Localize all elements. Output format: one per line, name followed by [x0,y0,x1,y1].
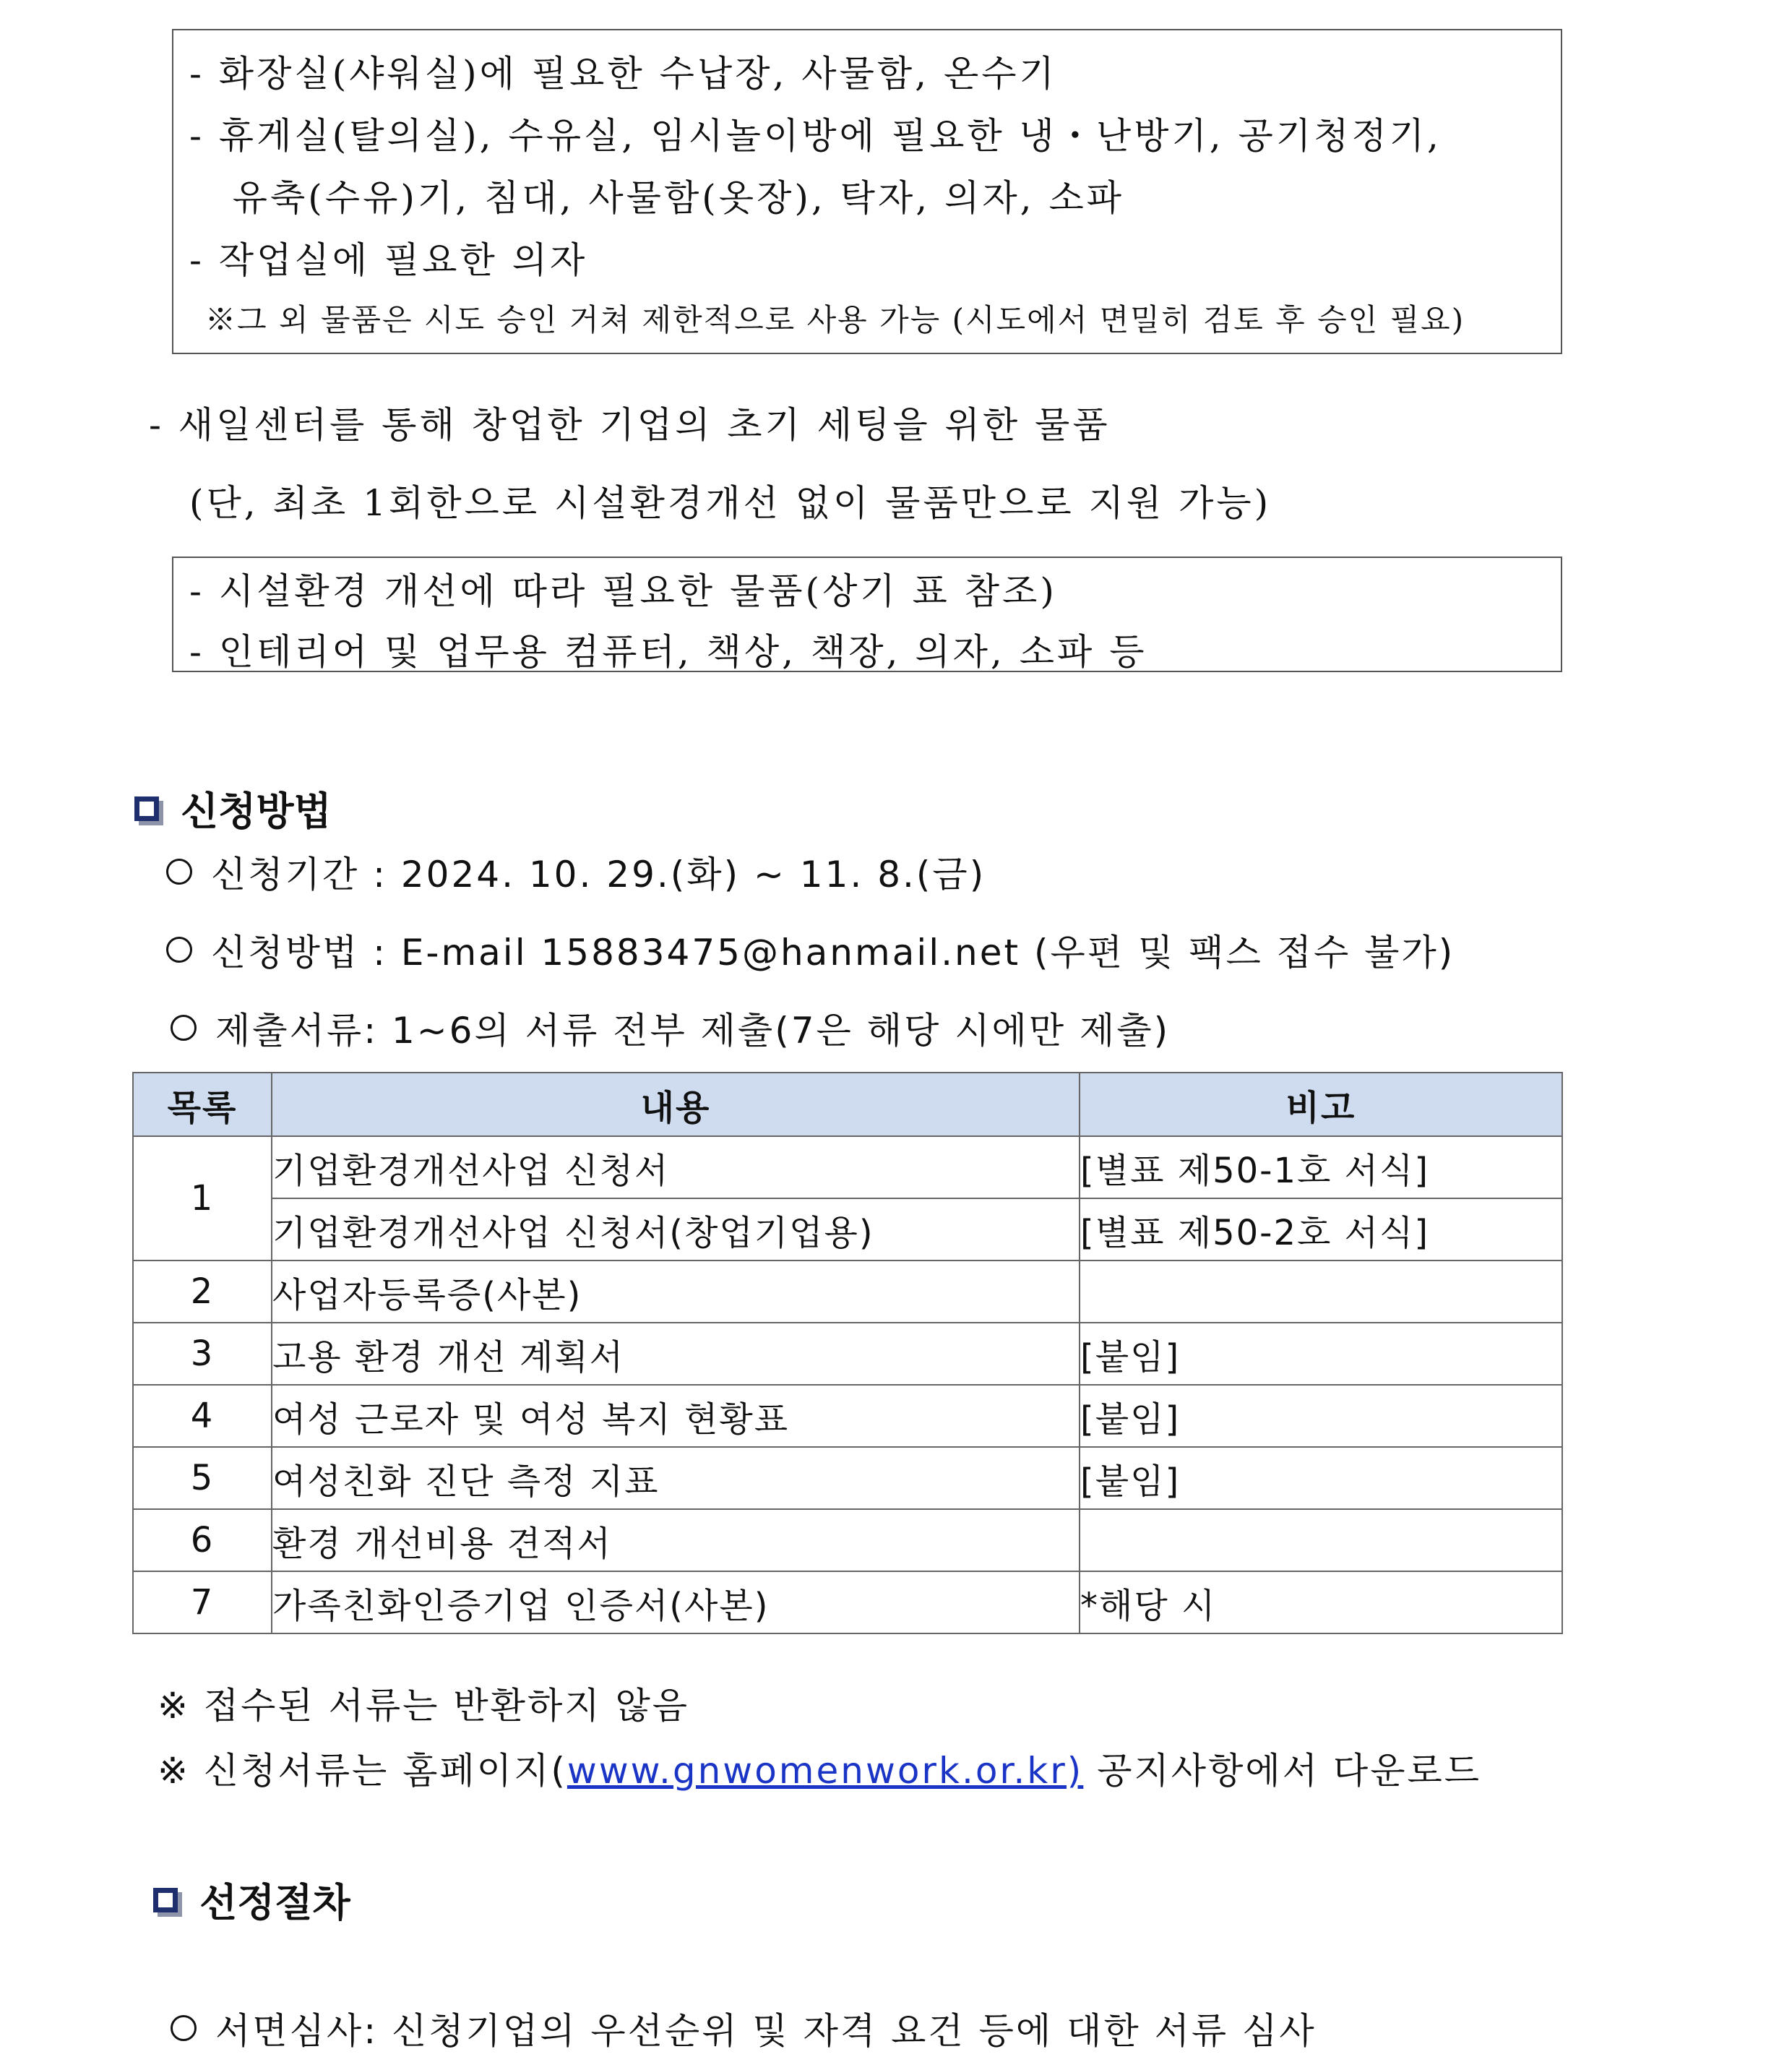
row-remark: [붙임] [1080,1447,1562,1509]
row-content: 사업자등록증(사본) [272,1261,1080,1323]
row-content: 여성 근로자 및 여성 복지 현황표 [272,1385,1080,1447]
row-remark [1080,1261,1562,1323]
row-content: 여성친화 진단 측정 지표 [272,1447,1080,1509]
table-row [133,1509,1562,1571]
startup-line-1: - 새일센터를 통해 창업한 기업의 초기 세팅을 위한 물품 [149,404,1111,446]
note-download-prefix: ※ 신청서류는 홈페이지( [158,1750,567,1792]
document-review [171,2002,1317,2054]
header-content: 내용 [272,1073,1080,1136]
row-remark: [붙임] [1080,1323,1562,1385]
box1-line-4: - 작업실에 필요한 의자 [189,239,588,281]
note-download [158,1742,1481,1794]
note-download-suffix: 공지사항에서 다운로드 [1083,1750,1482,1792]
row-content: 기업환경개선사업 신청서(창업기업용) [272,1198,1080,1261]
box1-line-2: - 휴게실(탈의실), 수유실, 임시놀이방에 필요한 냉・난방기, 공기청정기, [189,115,1442,157]
row-number: 3 [133,1323,272,1385]
table-row [133,1323,1562,1385]
item-text: 신청방법 : E-mail 15883475@hanmail.net (우편 및 팩스 접수 불가) [211,932,1455,974]
application-method [166,924,1455,976]
item-text: 서면심사: 신청기업의 우선순위 및 자격 요건 등에 대한 서류 심사 [215,2010,1317,2052]
row-number: 2 [133,1261,272,1323]
required-documents [171,1002,1170,1054]
circle-bullet-icon [166,937,192,963]
header-remark: 비고 [1080,1073,1562,1136]
row-remark: [붙임] [1080,1385,1562,1447]
row-number: 7 [133,1571,272,1633]
table-row [133,1261,1562,1323]
box1-line-3: 유축(수유)기, 침대, 사물함(옷장), 탁자, 의자, 소파 [189,177,1125,219]
row-content: 고용 환경 개선 계획서 [272,1323,1080,1385]
section-title: 선정절차 [199,1880,350,1925]
table-header-row [133,1073,1562,1136]
row-remark [1080,1509,1562,1571]
startup-line-2: (단, 최초 1회한으로 시설환경개선 없이 물품만으로 지원 가능) [189,482,1272,524]
row-remark: [별표 제50-2호 서식] [1080,1198,1562,1261]
row-remark: *해당 시 [1080,1571,1562,1633]
box1-line-1: - 화장실(샤워실)에 필요한 수납장, 사물함, 온수기 [189,53,1057,95]
section-application-heading [134,781,332,836]
row-content: 가족친화인증기업 인증서(사본) [272,1571,1080,1633]
application-period [166,846,986,898]
circle-bullet-icon [171,1015,197,1041]
box1-note: ※그 외 물품은 시도 승인 거쳐 제한적으로 사용 가능 (시도에서 면밀히 검토 후 승인 필요) [205,302,1465,338]
section-selection-heading [153,1872,350,1928]
row-remark: [별표 제50-1호 서식] [1080,1136,1562,1198]
item-text: 제출서류: 1~6의 서류 전부 제출(7은 해당 시에만 제출) [215,1010,1171,1052]
row-number: 1 [133,1136,272,1261]
row-number: 5 [133,1447,272,1509]
circle-bullet-icon [166,859,192,885]
note-not-returned: ※ 접수된 서류는 반환하지 않음 [158,1685,690,1727]
row-content: 환경 개선비용 견적서 [272,1509,1080,1571]
box2-line-2: - 인테리어 및 업무용 컴퓨터, 책상, 책장, 의자, 소파 등 [189,631,1147,673]
checkbox-square-icon [134,796,159,821]
item-text: 신청기간 : 2024. 10. 29.(화) ~ 11. 8.(금) [211,854,986,896]
documents-table [132,1072,1563,1634]
checkbox-square-icon [153,1888,178,1912]
table-row [133,1385,1562,1447]
table-row [133,1136,1562,1198]
row-number: 6 [133,1509,272,1571]
table-row [133,1198,1562,1261]
table-row [133,1571,1562,1633]
table-row [133,1447,1562,1509]
row-number: 4 [133,1385,272,1447]
homepage-link[interactable]: www.gnwomenwork.or.kr) [567,1750,1084,1792]
section-title: 신청방법 [181,789,332,834]
box2-line-1: - 시설환경 개선에 따라 필요한 물품(상기 표 참조) [189,570,1057,612]
circle-bullet-icon [171,2015,197,2041]
header-list: 목록 [133,1073,272,1136]
row-content: 기업환경개선사업 신청서 [272,1136,1080,1198]
